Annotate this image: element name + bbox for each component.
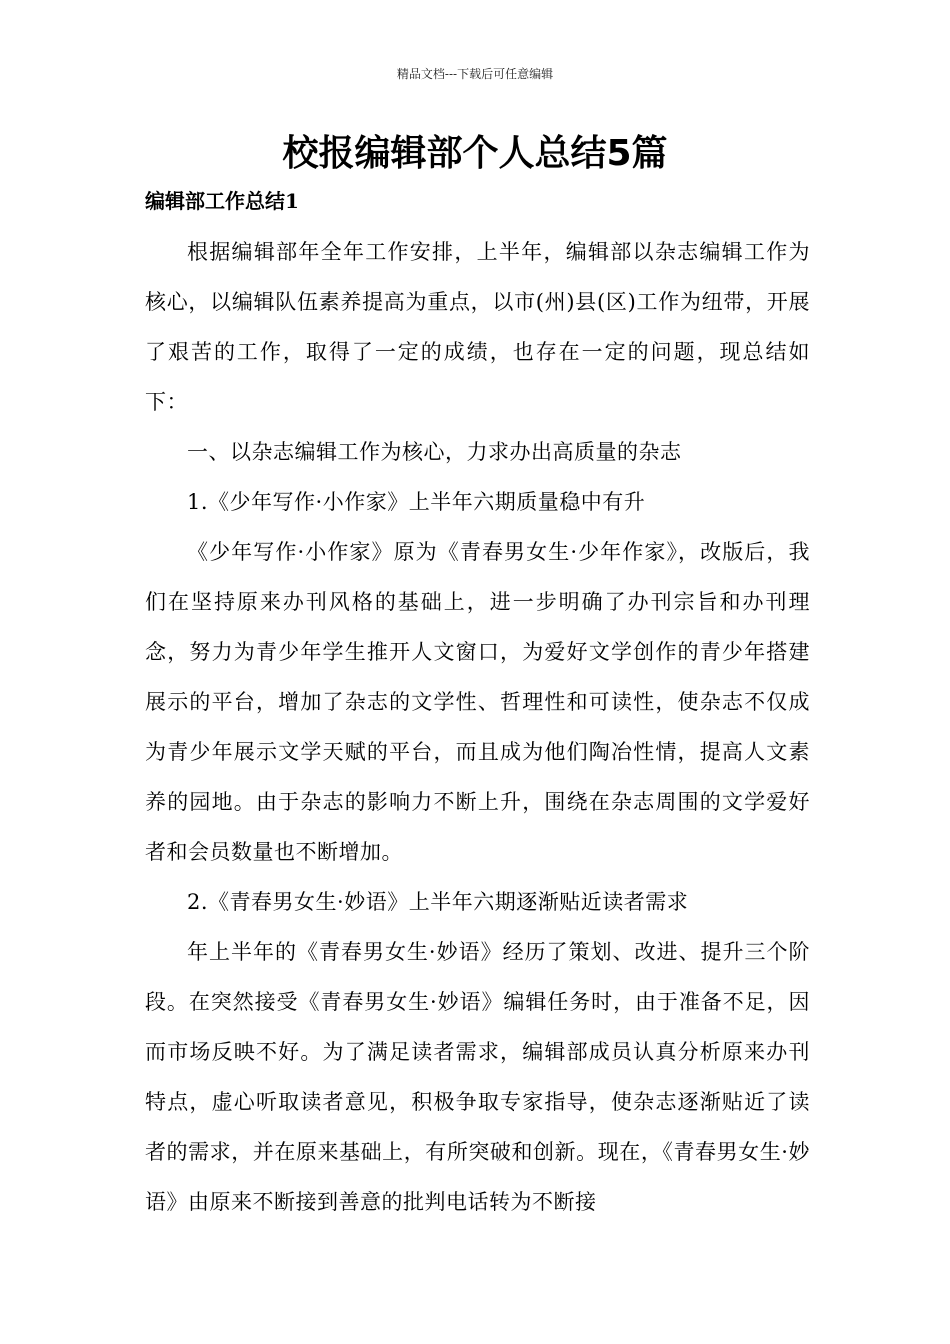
paragraph-magazine-1: 《少年写作·小作家》原为《青春男女生·少年作家》，改版后，我们在坚持原来办刊风格的基础上，进一步明确了办刊宗旨和办刊理念，努力为青少年学生推开人文窗口，为爱好文学创作的青少年搭建展示的平台，增加了杂志的文学性、哲理性和可读性，使杂志不仅成为青少年展示文学天赋的平台，而且成为他们陶冶性情，提高人文素养的园地。由于杂志的影响力不断上升，围绕在杂志周围的文学爱好者和会员数量也不断增加。 — [145, 540, 810, 864]
paragraph-subheading-1: 1.《少年写作·小作家》上半年六期质量稳中有升 — [187, 490, 646, 514]
paragraph-intro: 根据编辑部年全年工作安排，上半年，编辑部以杂志编辑工作为核心，以编辑队伍素养提高为重点，以市(州)县(区)工作为纽带，开展了艰苦的工作，取得了一定的成绩，也存在一定的问题，现总结如下： — [145, 240, 810, 414]
document-title: 校报编辑部个人总结5篇 — [282, 133, 668, 174]
paragraph-heading-1: 一、以杂志编辑工作为核心，力求办出高质量的杂志 — [187, 440, 682, 464]
paragraph-subheading-2: 2.《青春男女生·妙语》上半年六期逐渐贴近读者需求 — [187, 890, 689, 914]
section-heading: 编辑部工作总结1 — [145, 189, 299, 213]
header-note: 精品文档---下载后可任意编辑 — [396, 67, 554, 81]
paragraph-magazine-2: 年上半年的《青春男女生·妙语》经历了策划、改进、提升三个阶段。在突然接受《青春男女生·妙语》编辑任务时，由于准备不足，因而市场反映不好。为了满足读者需求，编辑部成员认真分析原来办刊特点，虚心听取读者意见，积极争取专家指导，使杂志逐渐贴近了读者的需求，并在原来基础上，有所突破和创新。现在，《青春男女生·妙语》由原来不断接到善意的批判电话转为不断接 — [145, 940, 810, 1214]
body-text — [145, 227, 810, 1227]
